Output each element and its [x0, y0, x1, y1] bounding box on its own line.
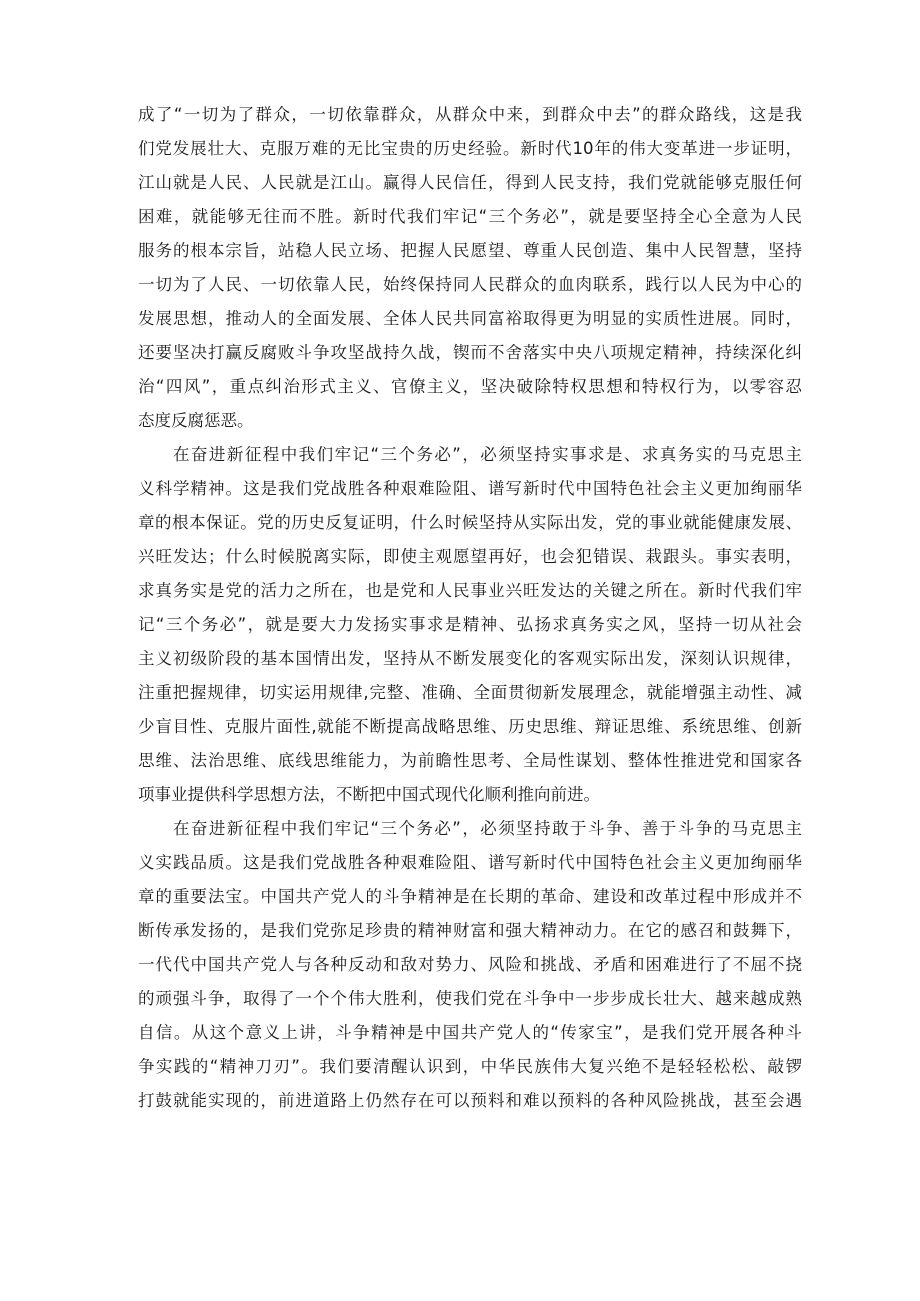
text-line: 江山就是人民、人民就是江山。赢得人民信任，得到人民支持，我们党就能够克服任何: [138, 173, 802, 192]
text-line: 困难，就能够无往而不胜。新时代我们牢记“三个务必”，就是要坚持全心全意为人民: [138, 207, 802, 226]
text-line-last: 态度反腐惩恶。: [138, 411, 254, 430]
text-line: 治“四风”，重点纠治形式主义、官僚主义，坚决破除特权思想和特权行为，以零容忍: [138, 377, 802, 396]
text-line: 自信。从这个意义上讲，斗争精神是中国共产党人的“传家宝”，是我们党开展各种斗: [138, 1023, 802, 1042]
text-line: 打鼓就能实现的，前进道路上仍然存在可以预料和难以预料的各种风险挑战，甚至会遇: [138, 1091, 802, 1110]
paragraph-2: [138, 438, 802, 812]
text-line: 还要坚决打赢反腐败斗争攻坚战持久战，锲而不舍落实中央八项规定精神，持续深化纠: [138, 343, 802, 362]
text-line: 们党发展壮大、克服万难的无比宝贵的历史经验。新时代10年的伟大变革进一步证明，: [138, 139, 802, 158]
text-line: 争实践的“精神刀刃”。我们要清醒认识到，中华民族伟大复兴绝不是轻轻松松、敲锣: [138, 1057, 802, 1076]
text-line: 章的根本保证。党的历史反复证明，什么时候坚持从实际出发，党的事业就能健康发展、: [138, 513, 802, 532]
text-line: 少盲目性、克服片面性,就能不断提高战略思维、历史思维、辩证思维、系统思维、创新: [138, 717, 802, 736]
text-line: 成了“一切为了群众，一切依靠群众，从群众中来，到群众中去”的群众路线，这是我: [138, 105, 802, 124]
text-line-first: 在奋进新征程中我们牢记“三个务必”，必须坚持实事求是、求真务实的马克思主: [173, 445, 802, 464]
text-line: 主义初级阶段的基本国情出发，坚持从不断发展变化的客观实际出发，深刻认识规律，: [138, 649, 802, 668]
text-line-last: 项事业提供科学思想方法，不断把中国式现代化顺利推向前进。: [138, 785, 600, 804]
text-line: 义实践品质。这是我们党战胜各种艰难险阻、谱写新时代中国特色社会主义更加绚丽华: [138, 853, 802, 872]
paragraph-1: [138, 98, 802, 438]
text-line-first: 在奋进新征程中我们牢记“三个务必”，必须坚持敢于斗争、善于斗争的马克思主: [173, 819, 802, 838]
text-line: 兴旺发达；什么时候脱离实际，即使主观愿望再好，也会犯错误、栽跟头。事实表明，: [138, 547, 802, 566]
document-body: [138, 98, 802, 1118]
text-line: 断传承发扬的，是我们党弥足珍贵的精神财富和强大精神动力。在它的感召和鼓舞下，: [138, 921, 802, 940]
text-line: 注重把握规律，切实运用规律,完整、准确、全面贯彻新发展理念，就能增强主动性、减: [138, 683, 802, 702]
paragraph-3: [138, 812, 802, 1118]
text-line: 发展思想，推动人的全面发展、全体人民共同富裕取得更为明显的实质性进展。同时，: [138, 309, 802, 328]
text-line: 的顽强斗争，取得了一个个伟大胜利，使我们党在斗争中一步步成长壮大、越来越成熟: [138, 989, 802, 1008]
text-line: 思维、法治思维、底线思维能力，为前瞻性思考、全局性谋划、整体性推进党和国家各: [138, 751, 802, 770]
text-line: 记“三个务必”，就是要大力发扬实事求是精神、弘扬求真务实之风，坚持一切从社会: [138, 615, 802, 634]
text-line: 服务的根本宗旨，站稳人民立场、把握人民愿望、尊重人民创造、集中人民智慧，坚持: [138, 241, 802, 260]
text-line: 一切为了人民、一切依靠人民，始终保持同人民群众的血肉联系，践行以人民为中心的: [138, 275, 802, 294]
text-line: 义科学精神。这是我们党战胜各种艰难险阻、谱写新时代中国特色社会主义更加绚丽华: [138, 479, 802, 498]
text-line: 章的重要法宝。中国共产党人的斗争精神是在长期的革命、建设和改革过程中形成并不: [138, 887, 802, 906]
text-line: 求真务实是党的活力之所在，也是党和人民事业兴旺发达的关键之所在。新时代我们牢: [138, 581, 802, 600]
text-line: 一代代中国共产党人与各种反动和敌对势力、风险和挑战、矛盾和困难进行了不屈不挠: [138, 955, 802, 974]
